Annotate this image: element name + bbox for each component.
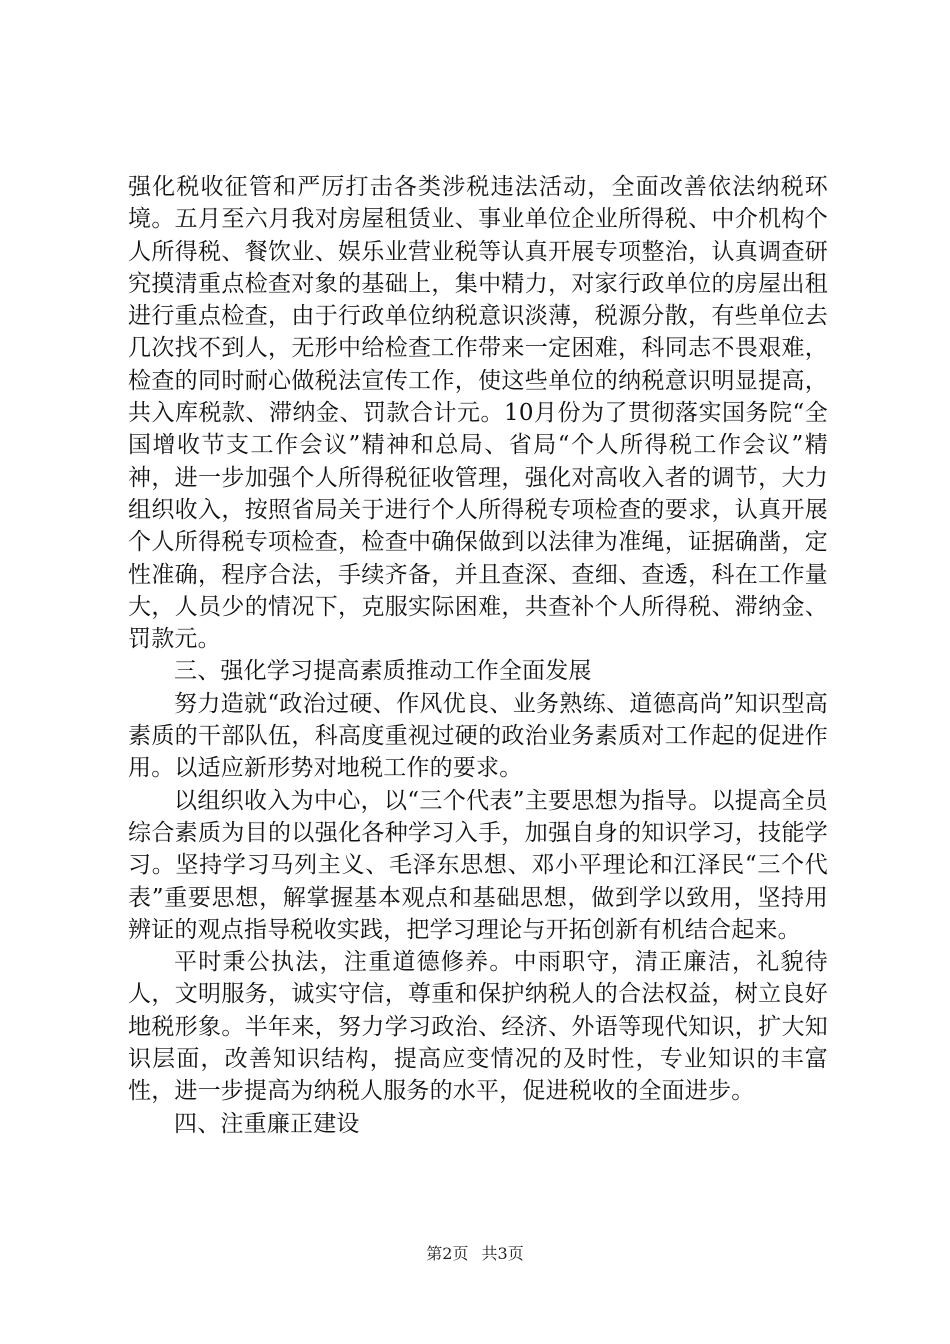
document-body — [128, 171, 828, 1140]
paragraph-tax-enforcement: 强化税收征管和严厉打击各类涉税违法活动，全面改善依法纳税环境。五月至六月我对房屋租赁业、事业单位企业所得税、中介机构个人所得税、餐饮业、娱乐业营业税等认真开展专项整治，认真调查研究摸清重点检查对象的基础上，集中精力，对家行政单位的房屋出租进行重点检查，由于行政单位纳税意识淡薄，税源分散，有些单位去几次找不到人，无形中给检查工作带来一定困难，科同志不畏艰难，检查的同时耐心做税法宣传工作，使这些单位的纳税意识明显提高，共入库税款、滞纳金、罚款合计元。10月份为了贯彻落实国务院“全国增收节支工作会议”精神和总局、省局“个人所得税工作会议”精神，进一步加强个人所得税征收管理，强化对高收入者的调节，大力组织收入，按照省局关于进行个人所得税专项检查的要求，认真开展个人所得税专项检查，检查中确保做到以法律为准绳，证据确凿，定性准确，程序合法，手续齐备，并且查深、查细、查透，科在工作量大，人员少的情况下，克服实际困难，共查补个人所得税、滞纳金、罚款元。 — [128, 174, 828, 653]
page-footer — [0, 1244, 950, 1264]
page-number: 第2页 — [426, 1244, 469, 1263]
section-heading-3: 三、强化学习提高素质推动工作全面发展 — [174, 658, 592, 685]
paragraph-ethics: 平时秉公执法，注重道德修养。中雨职守，清正廉洁，礼貌待人，文明服务，诚实守信，尊重和保护纳税人的合法权益，树立良好地税形象。半年来，努力学习政治、经济、外语等现代知识，扩大知识层面，改善知识结构，提高应变情况的及时性，专业知识的丰富性，进一步提高为纳税人服务的水平，促进税收的全面进步。 — [128, 949, 828, 1105]
page-total: 共3页 — [481, 1244, 524, 1263]
section-heading-4: 四、注重廉正建设 — [174, 1110, 360, 1137]
paragraph-study: 以组织收入为中心，以“三个代表”主要思想为指导。以提高全员综合素质为目的以强化各种学习入手，加强自身的知识学习，技能学习。坚持学习马列主义、毛泽东思想、邓小平理论和江泽民“三个代表”重要思想，解掌握基本观点和基础思想，做到学以致用，坚持用辨证的观点指导税收实践，把学习理论与开拓创新有机结合起来。 — [128, 787, 828, 943]
paragraph-cadre-team: 努力造就“政治过硬、作风优良、业务熟练、道德高尚”知识型高素质的干部队伍，科高度重视过硬的政治业务素质对工作起的促进作用。以适应新形势对地税工作的要求。 — [128, 690, 828, 782]
